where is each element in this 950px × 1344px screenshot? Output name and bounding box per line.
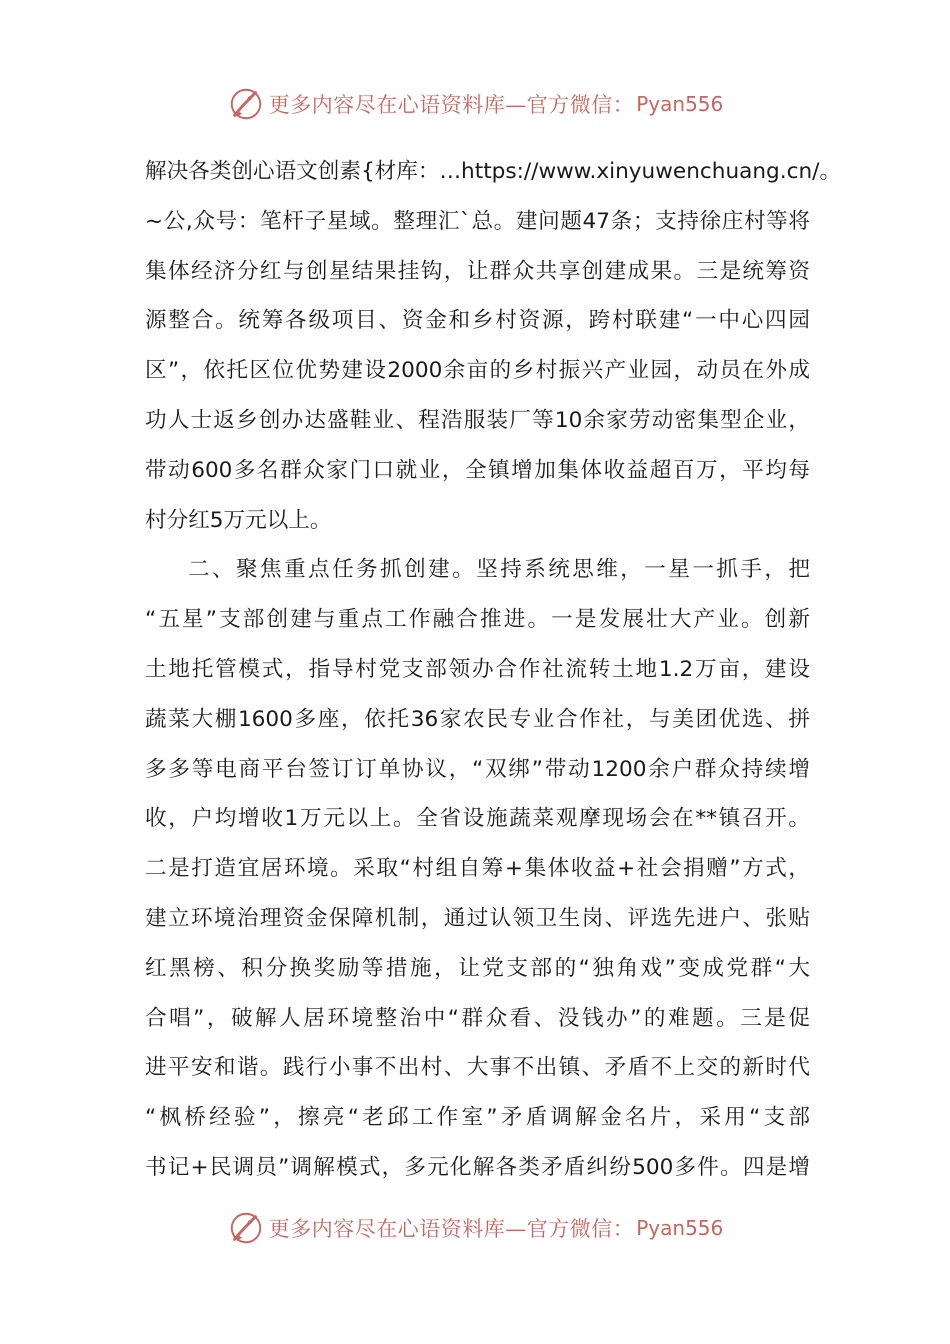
document-body [145,147,842,1193]
text-line: 建立环境治理资金保障机制，通过认领卫生岗、评选先进户、张贴 [145,905,810,931]
text-line: 红黑榜、积分换奖励等措施，让党支部的“独角戏”变成党群“大 [145,955,810,981]
text-line: 区”，依托区位优势建设2000余亩的乡村振兴产业园，动员在外成 [145,358,810,384]
text-line: 进平安和谐。践行小事不出村、大事不出镇、矛盾不上交的新时代 [145,1055,810,1081]
text-line: 收，户均增收1万元以上。全省设施蔬菜观摩现场会在**镇召开。 [145,806,810,832]
watermark-text: 更多内容尽在心语资料库—官方微信： [268,93,635,117]
text-line: 集体经济分红与创星结果挂钩，让群众共享创建成果。三是统筹资 [145,258,810,284]
watermark-wechat-id: Pyan556 [636,92,724,116]
text-line: 源整合。统筹各级项目、资金和乡村资源，跨村联建“一中心四园 [145,308,810,334]
pen-logo-icon [227,1209,265,1247]
text-line: 蔬菜大棚1600多座，依托36家农民专业合作社，与美团优选、拼 [145,706,810,732]
text-line: ~公,众号：笔杆子星域。整理汇`总。建问题47条；支持徐庄村等将 [145,208,810,234]
text-line: 解决各类创心语文创素{材库：…https://www.xinyuwenchuang.cn/。 [145,159,842,184]
text-line: 带动600多名群众家门口就业，全镇增加集体收益超百万，平均每 [145,457,810,483]
text-line: 村分红5万元以上。 [145,507,332,533]
text-line: 二、聚焦重点任务抓创建。坚持系统思维，一星一抓手，把 [188,557,810,583]
text-line: 功人士返乡创办达盛鞋业、程浩服装厂等10余家劳动密集型企业， [145,407,810,433]
watermark-text: 更多内容尽在心语资料库—官方微信： [268,1217,635,1241]
watermark-wechat-id: Pyan556 [636,1216,724,1240]
text-line: 土地托管模式，指导村党支部领办合作社流转土地1.2万亩，建设 [145,656,810,682]
text-line: “枫桥经验”，擦亮“老邱工作室”矛盾调解金名片，采用“支部 [145,1105,810,1131]
watermark-header [0,82,950,126]
text-line: 书记+民调员”调解模式，多元化解各类矛盾纠纷500多件。四是增 [145,1154,810,1180]
watermark-footer [0,1206,950,1250]
text-line: 合唱”，破解人居环境整治中“群众看、没钱办”的难题。三是促 [145,1005,810,1031]
text-line: “五星”支部创建与重点工作融合推进。一是发展壮大产业。创新 [145,607,810,633]
text-line: 多多等电商平台签订订单协议，“双绑”带动1200余户群众持续增 [145,756,810,782]
text-line: 二是打造宜居环境。采取“村组自筹+集体收益+社会捐赠”方式， [145,856,810,882]
pen-logo-icon [227,85,265,123]
